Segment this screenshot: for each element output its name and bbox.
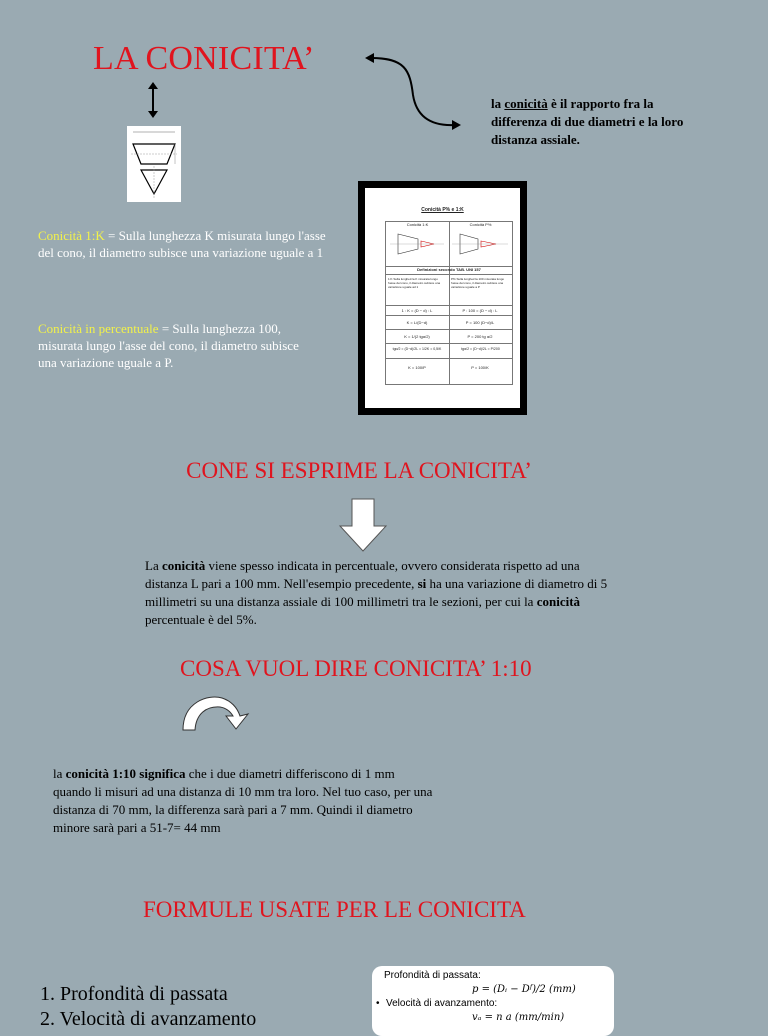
page-title: LA CONICITA’ xyxy=(93,40,315,77)
paragraph-percent: La conicità viene spesso indicata in percentuale, ovvero considerata rispetto ad una distanza L pari a 100 mm. Nell'esempio precedente, si ha una variazione di diametro di 5 millimetri su una distanza assiale di 100 millimetri tra le sezioni, per cui la conicità percentuale è del 5%. xyxy=(145,558,608,627)
paragraph-1-10: la conicità 1:10 significa che i due diametri differiscono di 1 mm quando li misuri ad una distanza di 10 mm tra loro. Nel tuo caso, per una distanza di 70 mm, la differenza sarà pari a 7 mm. Quindi il diametro minore sarà pari a 51-7= 44 mm xyxy=(53,766,433,835)
table-formula: 1 : K = (D − d) : L xyxy=(401,308,433,313)
table-grid xyxy=(385,221,513,385)
table-cell-p: P% Sulla lunghezza 100 misurata lungo l'asse del cono, il diametro subisce una variazione uguale a P xyxy=(451,277,505,289)
table-formula: K = L/(D−d) xyxy=(406,320,428,325)
list-item: 1. Profondità di passata xyxy=(40,983,228,1005)
cone-drawing xyxy=(127,126,181,202)
rotate-arrow-icon xyxy=(178,694,250,734)
table-formula: K = 100/P xyxy=(408,365,426,370)
formula-list xyxy=(40,982,256,1032)
card-formula-speed: vₐ = n a (mm/min) xyxy=(472,1012,565,1023)
table-formula: P : 100 = (D − d) : L xyxy=(462,308,498,313)
list-item: 2. Velocità di avanzamento xyxy=(40,1008,257,1030)
section-title-formulas: FORMULE USATE PER LE CONICITA xyxy=(143,897,526,922)
table-header: Conicità P% e 1:K xyxy=(421,207,464,213)
table-formula: P = 100 (D−d)/L xyxy=(465,320,495,325)
card-bullet: • xyxy=(376,998,380,1009)
definition-text: la conicità è il rapporto fra la differenza di due diametri e la loro distanza assiale. xyxy=(491,96,684,147)
card-label-depth: Profondità di passata: xyxy=(384,970,481,981)
curved-arrow-icon xyxy=(365,50,465,135)
table-cone-sketches xyxy=(388,230,510,260)
table-formula: P = 200 tg α/2 xyxy=(467,334,493,339)
card-formula-depth: p = (Dᵢ − Dᶠ)/2 (mm) xyxy=(472,984,576,995)
formula-card xyxy=(372,966,614,1036)
section-title-meaning: COSA VUOL DIRE CONICITA’ 1:10 xyxy=(180,656,532,681)
conicity-k-text: Conicità 1:K = Sulla lunghezza K misurata lungo l'asse del cono, il diametro subisce una variazione uguale a 1 xyxy=(38,228,326,260)
double-arrow-icon xyxy=(145,82,161,118)
conicity-pct-text: Conicità in percentuale = Sulla lunghezza 100, misurata lungo l'asse del cono, il diametro subisce una variazione uguale a P. xyxy=(38,321,299,370)
table-formula: tgα/2 = (D−d)/2L = P/200 xyxy=(461,347,500,351)
card-label-speed: Velocità di avanzamento: xyxy=(386,998,498,1009)
table-formula: P = 100/K xyxy=(471,365,489,370)
table-col-1: Conicità 1:K xyxy=(406,222,429,227)
table-image-frame xyxy=(358,181,527,415)
table-formula: K = 1/(2 tgα/2) xyxy=(404,334,430,339)
table-formula: tgα/2 = (D−d)/2L = 1/2K = 0,5/K xyxy=(392,347,442,351)
table-col-2: Conicità P% xyxy=(469,222,492,227)
table-subheader: Definizioni secondo TAB. UNI 157 xyxy=(417,267,481,272)
section-title-cone: CONE SI ESPRIME LA CONICITA’ xyxy=(186,458,532,483)
down-arrow-icon xyxy=(338,498,388,553)
table-cell-k: 1:K Sulla lunghezza K misurata lungo l'asse del cono, il diametro subisce una variazione uguale ad 1 xyxy=(388,277,441,289)
